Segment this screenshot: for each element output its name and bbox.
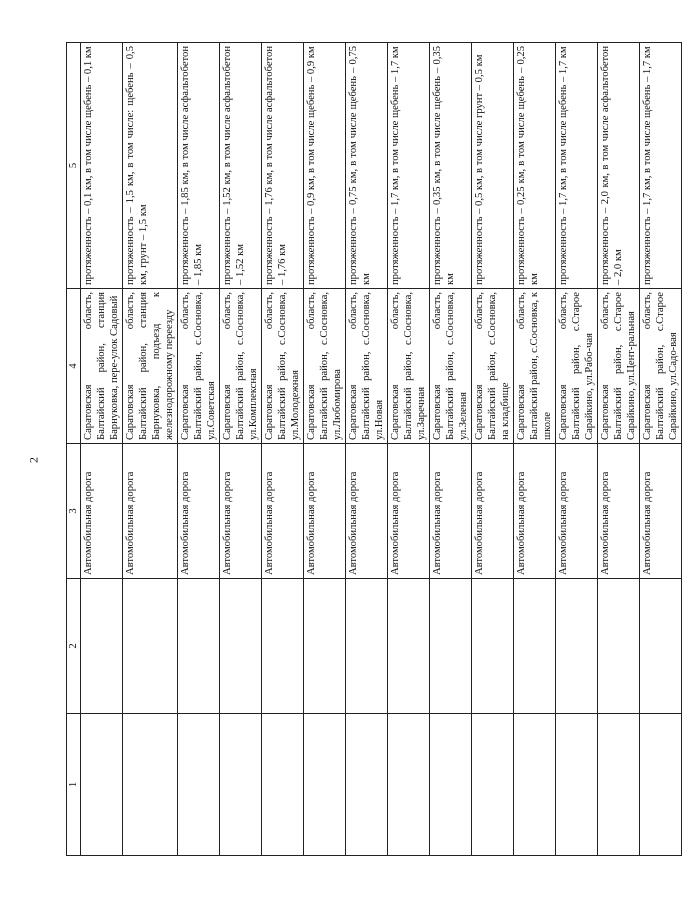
col1-cell bbox=[81, 714, 123, 856]
col1-cell bbox=[388, 714, 430, 856]
col2-cell bbox=[123, 579, 178, 714]
col1-cell bbox=[472, 714, 514, 856]
col1-cell bbox=[556, 714, 598, 856]
road-type-cell: Автомобильная дорога bbox=[262, 444, 304, 579]
column-header-2: 2 bbox=[67, 579, 81, 714]
table-row bbox=[346, 43, 388, 856]
page-number: 2 bbox=[26, 457, 41, 463]
col1-cell bbox=[123, 714, 178, 856]
location-cell: Саратовская область, Балтайский район, с.Старое Сарайкино, ул.Цент-ральная bbox=[598, 289, 640, 444]
table-row bbox=[430, 43, 472, 856]
col1-cell bbox=[220, 714, 262, 856]
road-type-cell: Автомобильная дорога bbox=[640, 444, 682, 579]
road-type-cell: Автомобильная дорога bbox=[556, 444, 598, 579]
col2-cell bbox=[640, 579, 682, 714]
road-type-cell: Автомобильная дорога bbox=[81, 444, 123, 579]
col2-cell bbox=[388, 579, 430, 714]
col2-cell bbox=[262, 579, 304, 714]
road-type-cell: Автомобильная дорога bbox=[388, 444, 430, 579]
col1-cell bbox=[514, 714, 556, 856]
description-cell: протяженность – 0,75 км, в том числе щебень – 0,75 км bbox=[346, 43, 388, 289]
location-cell: Саратовская область, Балтайский район, с.Сосновка, ул.Новая bbox=[346, 289, 388, 444]
description-cell: протяженность – 0,25 км, в том числе щебень – 0,25 км bbox=[514, 43, 556, 289]
location-cell: Саратовская область, Балтайский район, с.Старое Сарайкино, ул.Садо-вая bbox=[640, 289, 682, 444]
location-cell: Саратовская область, Балтайский район, с.Сосновка, ул.Молодежная bbox=[262, 289, 304, 444]
col2-cell bbox=[514, 579, 556, 714]
table-row bbox=[598, 43, 640, 856]
description-cell: протяженность – 1,7 км, в том числе щебень – 1,7 км bbox=[640, 43, 682, 289]
road-type-cell: Автомобильная дорога bbox=[123, 444, 178, 579]
col2-cell bbox=[430, 579, 472, 714]
col1-cell bbox=[640, 714, 682, 856]
location-cell: Саратовская область, Балтайский район, с.Сосновка, ул.Советская bbox=[178, 289, 220, 444]
table-row bbox=[123, 43, 178, 856]
road-type-cell: Автомобильная дорога bbox=[472, 444, 514, 579]
location-cell: Саратовская область, Балтайский район, станция Барнуковка, пере-улок Садовый bbox=[81, 289, 123, 444]
column-header-3: 3 bbox=[67, 444, 81, 579]
column-header-1: 1 bbox=[67, 714, 81, 856]
table-row bbox=[556, 43, 598, 856]
location-cell: Саратовская область, Балтайский район, с.Сосновка, ул.Любомирова bbox=[304, 289, 346, 444]
description-cell: протяженность – 0,35 км, в том числе щебень – 0,35 км bbox=[430, 43, 472, 289]
col2-cell bbox=[220, 579, 262, 714]
description-cell: протяженность – 1,52 км, в том числе асфальтобетон – 1,52 км bbox=[220, 43, 262, 289]
description-cell: протяженность – 0,5 км, в том числе грунт – 0,5 км bbox=[472, 43, 514, 289]
table-row bbox=[640, 43, 682, 856]
col2-cell bbox=[81, 579, 123, 714]
col1-cell bbox=[262, 714, 304, 856]
roads-table bbox=[66, 42, 682, 856]
description-cell: протяженность – 2,0 км, в том числе асфальтобетон – 2,0 км bbox=[598, 43, 640, 289]
location-cell: Саратовская область, Балтайский район, станция Барнуковка, подъезд к железнодорожному переезду bbox=[123, 289, 178, 444]
table-row bbox=[81, 43, 123, 856]
rotated-table-wrapper bbox=[66, 43, 679, 856]
table-row bbox=[262, 43, 304, 856]
col2-cell bbox=[178, 579, 220, 714]
col1-cell bbox=[346, 714, 388, 856]
description-cell: протяженность – 0,9 км, в том числе щебень – 0,9 км bbox=[304, 43, 346, 289]
col1-cell bbox=[304, 714, 346, 856]
table-row bbox=[220, 43, 262, 856]
table-row bbox=[514, 43, 556, 856]
col2-cell bbox=[598, 579, 640, 714]
road-type-cell: Автомобильная дорога bbox=[304, 444, 346, 579]
description-cell: протяженность – 1,76 км, в том числе асфальтобетон – 1,76 км bbox=[262, 43, 304, 289]
description-cell: протяженность – 1,85 км, в том числе асфальтобетон – 1,85 км bbox=[178, 43, 220, 289]
location-cell: Саратовская область, Балтайский район, с.Сосновка, на кладбище bbox=[472, 289, 514, 444]
col1-cell bbox=[178, 714, 220, 856]
table-row bbox=[388, 43, 430, 856]
table-body bbox=[81, 43, 682, 856]
col2-cell bbox=[346, 579, 388, 714]
description-cell: протяженность – 1,5 км, в том числе: щебень – 0,5 км, грунт – 1,5 км bbox=[123, 43, 178, 289]
road-type-cell: Автомобильная дорога bbox=[598, 444, 640, 579]
header-row bbox=[67, 43, 81, 856]
table-row bbox=[472, 43, 514, 856]
column-header-5: 5 bbox=[67, 43, 81, 289]
description-cell: протяженность – 0,1 км, в том числе щебень – 0,1 км bbox=[81, 43, 123, 289]
location-cell: Саратовская область, Балтайский район, с.Сосновка, к школе bbox=[514, 289, 556, 444]
table-row bbox=[178, 43, 220, 856]
col1-cell bbox=[430, 714, 472, 856]
road-type-cell: Автомобильная дорога bbox=[178, 444, 220, 579]
location-cell: Саратовская область, Балтайский район, с.Старое Сарайкино, ул.Рабо-чая bbox=[556, 289, 598, 444]
road-type-cell: Автомобильная дорога bbox=[346, 444, 388, 579]
road-type-cell: Автомобильная дорога bbox=[430, 444, 472, 579]
col2-cell bbox=[472, 579, 514, 714]
road-type-cell: Автомобильная дорога bbox=[220, 444, 262, 579]
road-type-cell: Автомобильная дорога bbox=[514, 444, 556, 579]
location-cell: Саратовская область, Балтайский район, с.Сосновка, ул.Зеленая bbox=[430, 289, 472, 444]
location-cell: Саратовская область, Балтайский район, с.Сосновка, ул.Заречная bbox=[388, 289, 430, 444]
column-header-4: 4 bbox=[67, 289, 81, 444]
description-cell: протяженность – 1,7 км, в том числе щебень – 1,7 км bbox=[556, 43, 598, 289]
col1-cell bbox=[598, 714, 640, 856]
location-cell: Саратовская область, Балтайский район, с.Сосновка, ул.Комплексная bbox=[220, 289, 262, 444]
col2-cell bbox=[304, 579, 346, 714]
table-row bbox=[304, 43, 346, 856]
description-cell: протяженность – 1,7 км, в том числе щебень – 1,7 км bbox=[388, 43, 430, 289]
col2-cell bbox=[556, 579, 598, 714]
